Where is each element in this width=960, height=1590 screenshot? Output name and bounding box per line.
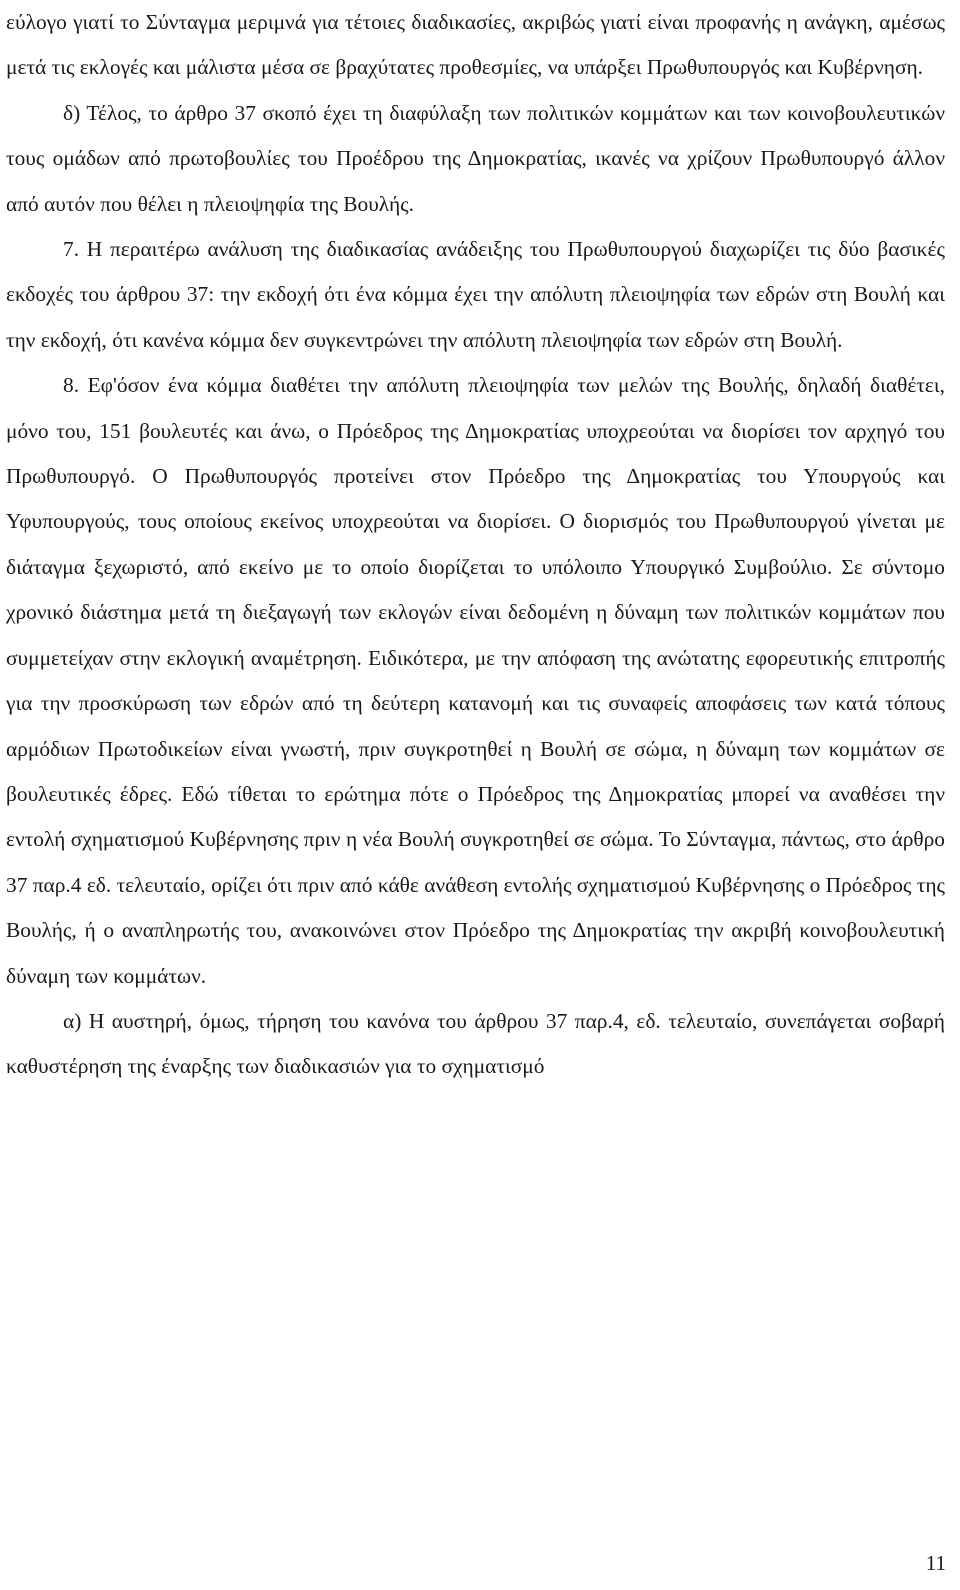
paragraph-section-7: 7. Η περαιτέρω ανάλυση της διαδικασίας ανάδειξης του Πρωθυπουργού διαχωρίζει τις δύο βασικές εκδοχές του άρθρου 37: την εκδοχή ότι ένα κόμμα έχει την απόλυτη πλειοψηφία των εδρών στη Βουλή και την εκδοχή, ότι κανένα κόμμα δεν συγκεντρώνει την απόλυτη πλειοψηφία των εδρών στη Βουλή. — [6, 237, 945, 352]
page-number: 11 — [925, 1551, 946, 1575]
paragraph-section-8: 8. Εφ'όσον ένα κόμμα διαθέτει την απόλυτη πλειοψηφία των μελών της Βουλής, δηλαδή διαθέτει, μόνο του, 151 βουλευτές και άνω, ο Πρόεδρος της Δημοκρατίας υποχρεούται να διορίσει τον αρχηγό του Πρωθυπουργό. Ο Πρωθυπουργός προτείνει στον Πρόεδρο της Δημοκρατίας του Υπουργούς και Υφυπουργούς, τους οποίους εκείνος υποχρεούται να διορίσει. Ο διορισμός του Πρωθυπουργού γίνεται με διάταγμα ξεχωριστό, από εκείνο με το οποίο διορίζεται το υπόλοιπο Υπουργικό Συμβούλιο. Σε σύντομο χρονικό διάστημα μετά τη διεξαγωγή των εκλογών είναι δεδομένη η δύναμη των πολιτικών κομμάτων που συμμετείχαν στην εκλογική αναμέτρηση. Ειδικότερα, με την απόφαση της ανώτατης εφορευτικής επιτροπής για την προσκύρωση των εδρών από τη δεύτερη κατανομή και τις συναφείς αποφάσεις των κατά τόπους αρμόδιων Πρωτοδικείων είναι γνωστή, πριν συγκροτηθεί η Βουλή σε σώμα, η δύναμη των κομμάτων σε βουλευτικές έδρες. Εδώ τίθεται το ερώτημα πότε ο Πρόεδρος της Δημοκρατίας μπορεί να αναθέσει την εντολή σχηματισμού Κυβέρνησης πριν η νέα Βουλή συγκροτηθεί σε σώμα. Το Σύνταγμα, πάντως, στο άρθρο 37 παρ.4 εδ. τελευταίο, ορίζει ότι πριν από κάθε ανάθεση εντολής σχηματισμού Κυβέρνησης ο Πρόεδρος της Βουλής, ή ο αναπληρωτής του, ανακοινώνει στον Πρόεδρο της Δημοκρατίας την ακριβή κοινοβουλευτική δύναμη των κομμάτων. — [6, 373, 945, 988]
paragraph-point-d: δ) Τέλος, το άρθρο 37 σκοπό έχει τη διαφύλαξη των πολιτικών κομμάτων και των κοινοβουλευτικών τους ομάδων από πρωτοβουλίες του Προέδρου της Δημοκρατίας, ικανές να χρίζουν Πρωθυπουργό άλλον από αυτόν που θέλει η πλειοψηφία της Βουλής. — [6, 100, 945, 216]
paragraph-point-a: α) Η αυστηρή, όμως, τήρηση του κανόνα του άρθρου 37 παρ.4, εδ. τελευταίο, συνεπάγεται σοβαρή καθυστέρηση της έναρξης των διαδικασιών για το σχηματισμό — [6, 1008, 945, 1079]
paragraph-intro-continuation: εύλογο γιατί το Σύνταγμα μεριμνά για τέτοιες διαδικασίες, ακριβώς γιατί είναι προφανής η ανάγκη, αμέσως μετά τις εκλογές και μάλιστα μέσα σε βραχύτατες προθεσμίες, να υπάρξει Πρωθυπουργός και Κυβέρνηση. — [6, 10, 945, 80]
document-page — [6, 0, 945, 1090]
